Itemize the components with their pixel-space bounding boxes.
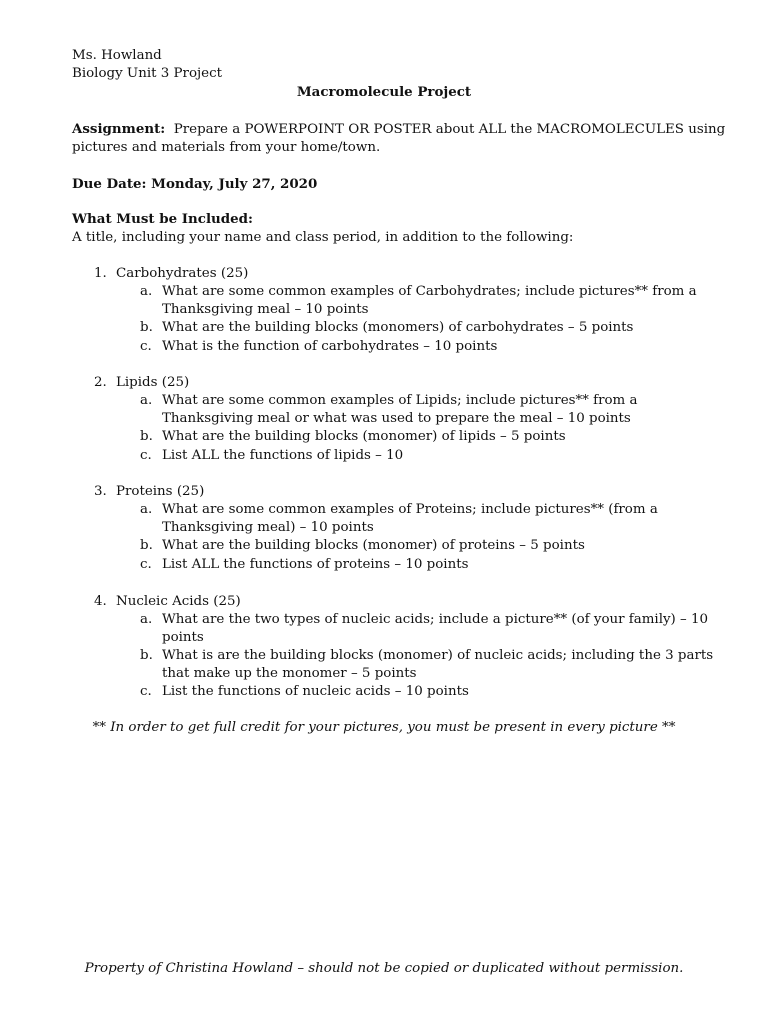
sub-item-letter: b.: [140, 429, 153, 444]
page-title: Macromolecule Project: [296, 84, 472, 100]
assignment-text-line2: pictures and materials from your home/town.: [72, 140, 381, 155]
item-number: 3.: [94, 484, 107, 499]
sub-item-letter: c.: [140, 448, 152, 463]
sub-item-letter: b.: [140, 538, 153, 553]
sub-item-text: What are the building blocks (monomers) of carbohydrates – 5 points: [162, 320, 634, 335]
included-intro: A title, including your name and class period, in addition to the following:: [72, 230, 574, 245]
sub-item-letter: a.: [140, 502, 153, 517]
teacher-name: Ms. Howland: [72, 48, 162, 63]
due-date: Due Date: Monday, July 27, 2020: [72, 176, 318, 192]
sub-item-letter: c.: [140, 339, 152, 354]
sub-item-text-cont: Thanksgiving meal) – 10 points: [162, 520, 374, 535]
sub-item-letter: a.: [140, 612, 153, 627]
assignment-text: Prepare a POWERPOINT OR POSTER about ALL the MACROMOLECULES using: [173, 122, 726, 137]
sub-item-text: List the functions of nucleic acids – 10 points: [162, 684, 469, 699]
sub-item-text: What is are the building blocks (monomer) of nucleic acids; including the 3 parts: [162, 648, 714, 663]
sub-item-text: What is the function of carbohydrates – 10 points: [162, 339, 498, 354]
sub-item-text-cont: points: [162, 630, 204, 645]
sub-item-text: What are the two types of nucleic acids; include a picture** (of your family) – 10: [162, 612, 709, 627]
sub-item-text: List ALL the functions of lipids – 10: [162, 448, 404, 463]
item-heading: Carbohydrates (25): [116, 266, 249, 281]
sub-item-text: What are some common examples of Carbohydrates; include pictures** from a: [162, 284, 697, 299]
assignment-paragraph: [72, 120, 726, 157]
sub-item-letter: a.: [140, 284, 153, 299]
sub-item-letter: c.: [140, 557, 152, 572]
sub-item-letter: b.: [140, 648, 153, 663]
sub-item-letter: b.: [140, 320, 153, 335]
item-number: 4.: [94, 594, 107, 609]
sub-item-text: List ALL the functions of proteins – 10 points: [162, 557, 469, 572]
included-heading: What Must be Included:: [72, 211, 253, 227]
sub-item-text-cont: Thanksgiving meal – 10 points: [162, 302, 369, 317]
item-heading: Lipids (25): [116, 375, 190, 390]
sub-item-text-cont: Thanksgiving meal or what was used to prepare the meal – 10 points: [162, 411, 631, 426]
picture-credit-note: ** In order to get full credit for your pictures, you must be present in every picture **: [92, 720, 676, 735]
sub-item-text: What are the building blocks (monomer) of proteins – 5 points: [162, 538, 585, 553]
sub-item-text: What are some common examples of Proteins; include pictures** (from a: [162, 502, 658, 517]
footer-copyright: Property of Christina Howland – should not be copied or duplicated without permission.: [84, 961, 684, 976]
sub-item-letter: a.: [140, 393, 153, 408]
sub-item-letter: c.: [140, 684, 152, 699]
sub-item-text-cont: that make up the monomer – 5 points: [162, 666, 417, 681]
sub-item-text: What are the building blocks (monomer) of lipids – 5 points: [162, 429, 566, 444]
item-number: 1.: [94, 266, 107, 281]
course-name: Biology Unit 3 Project: [72, 66, 222, 81]
assignment-label: Assignment:: [72, 121, 166, 137]
item-heading: Proteins (25): [116, 484, 205, 499]
sub-item-text: What are some common examples of Lipids; include pictures** from a: [162, 393, 638, 408]
item-number: 2.: [94, 375, 107, 390]
item-heading: Nucleic Acids (25): [116, 594, 241, 609]
